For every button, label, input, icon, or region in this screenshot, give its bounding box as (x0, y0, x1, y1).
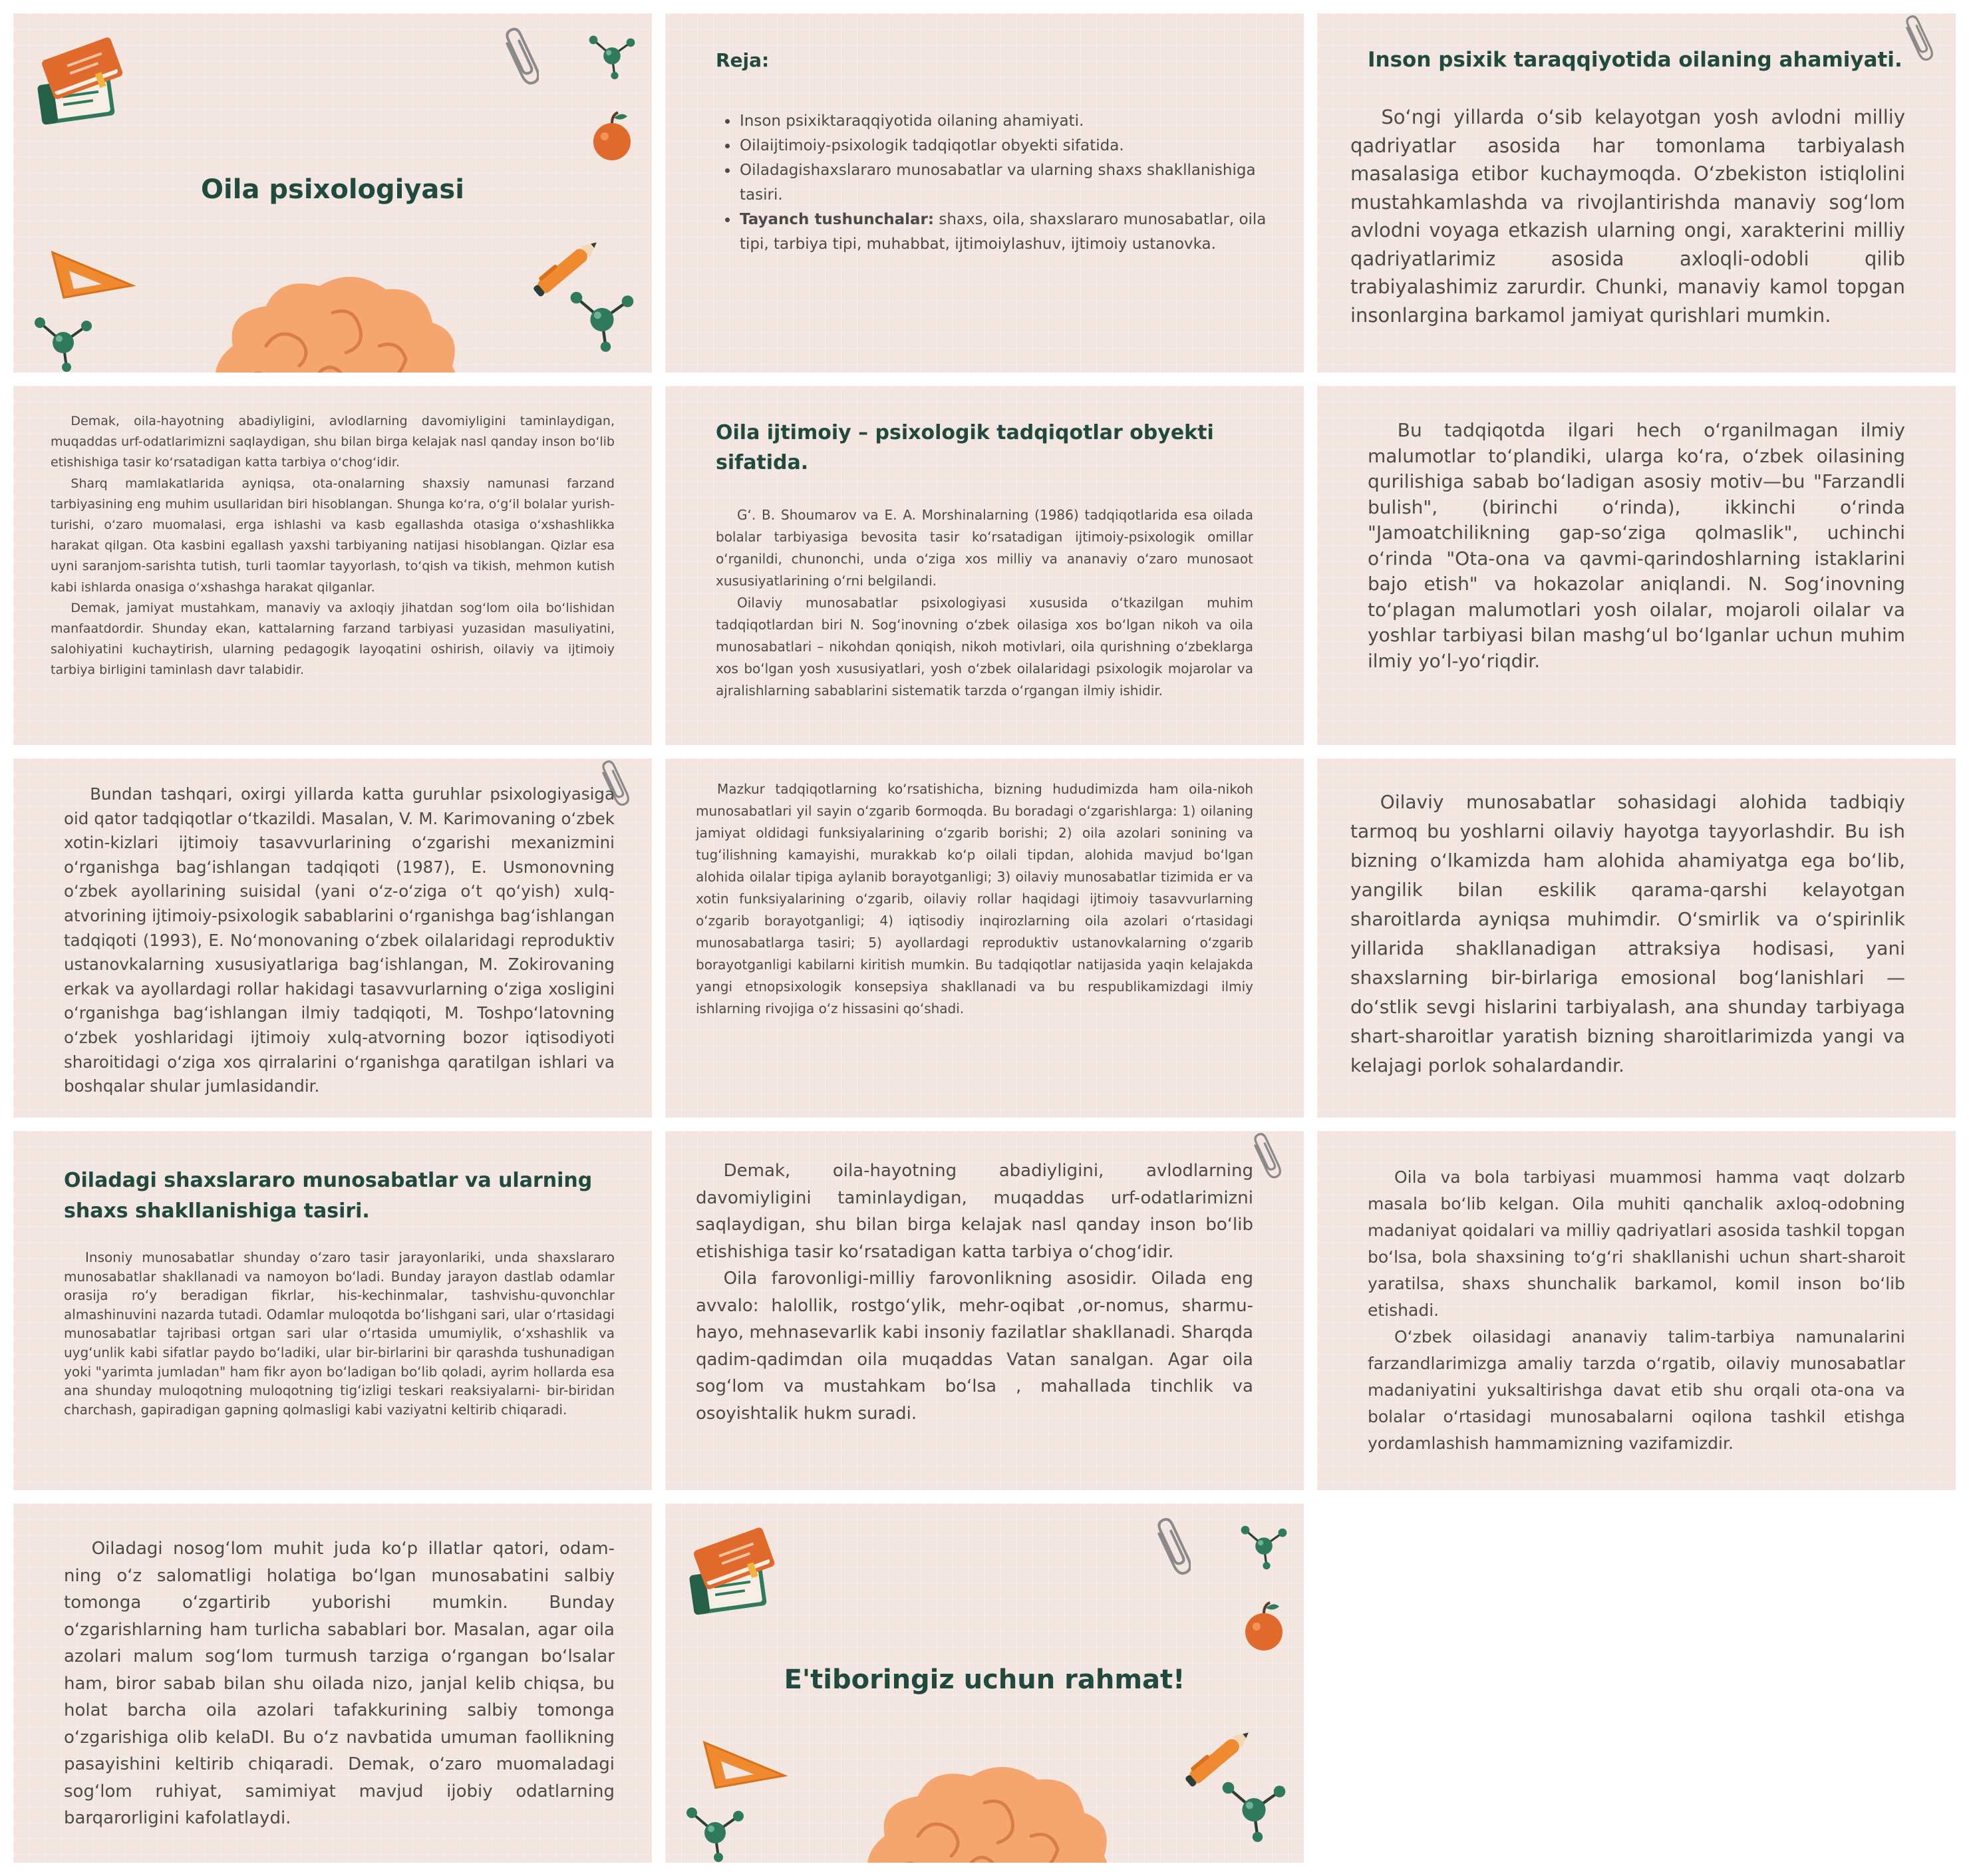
key-terms-label: Tayanch tushunchalar: (740, 211, 935, 228)
paragraph: Oilaviy munosabatlar sohasidagi alohida tadbiqiy tarmoq bu yoshlarni oilaviy hayotga tayyorlashdir. Bu ish bizning o‘lkamizda ham alohida ahamiyatga ega bo‘lib, yangilik bilan eskilik qarama-qarshi kelayotgan sharoitlarda ayniqsa muhimdir. O‘smirlik va o‘spirinlik yillarida shakllanadigan attraksiya hodisasi, yani shaxslarning bir-birlariga emosional bog‘lanishlari — do‘stlik sevgi hislarini tarbiyalash, ana shunday tarbiyaga shart-sharoitlar yaratish bizning sharoitlarimizda yangi va kelajagi porlok sohalardandir. (1350, 791, 1905, 1076)
paragraph: So‘ngi yillarda o‘sib kelayotgan yosh avlodni milliy qadriyatlar asosida har tomonlama tarbiyalash masalasiga etibor kuchaymoqda. O‘zbekiston istiqlolini mustahkamlashda va rivojlantirishda manaviy sog‘lom avlodni voyaga etkazish ularning ongi, xarakterini milliy qadriyatlarimiz asosida axloqli-odobli qilib trabiyalashimiz zarurdir. Chunki, manaviy kamol topgan insonlargina barkamol jamiyat qurishlari mumkin. (1350, 106, 1905, 327)
paragraph: Demak, oila-hayotning abadiyligini, avlodlarning davomiyligini taminlaydigan, muqaddas urf-odatlarimizni saqlaydigan, shu bilan birga kelajak nasl qanday inson bo‘lib etishishiga tasir ko‘rsatadigan katta tarbiya o‘chog‘idir. (696, 1161, 1253, 1262)
molecule-icon (1217, 1770, 1290, 1843)
plan-heading: Reja: (716, 49, 770, 71)
slide-title (13, 13, 652, 373)
body-text (716, 504, 1253, 702)
body-text (51, 411, 615, 681)
paperclip-icon (506, 25, 539, 92)
body-text (1350, 788, 1905, 1080)
list-item: • Oiladagishaxslararo munosabatlar va ularning shaxs shakllanishiga tasiri. (738, 158, 1271, 208)
thanks-title: E'tiboringiz uchun rahmat! (784, 1664, 1185, 1695)
paragraph: Oiladagi nosog‘lom muhit juda ko‘p illatlar qatori, odam-ning o‘z salomatligi holatiga bo‘lgan munosabatini salbiy tomonga o‘zgartirib yuborishi mumkin. Bunday o‘zgarishlarning ham turlicha sabablari bor. Masalan, agar oila azolari malum sog‘lom turmush tarziga o‘rgangan bo‘lsalar ham, biror sabab bilan shu oilada nizo, janjal kelib chiqsa, bu holat barcha oila azolari tafakkurining salbiy tomonga o‘zgarishiga olib kelaDI. Bu o‘z navbatida umuman faollikning pasayishini keltirib chiqaradi. Demak, o‘zaro muomaladagi sog‘lom ruhiyat, samimiyat mavjud ijobiy odatlarning barqarorligini kafolatlaydi. (64, 1539, 615, 1828)
body-text (1368, 418, 1905, 674)
slide-heading: Oila ijtimoiy – psixologik tadqiqotlar obyekti sifatida. (716, 421, 1214, 474)
ruler-triangle-icon (702, 1716, 788, 1790)
slide-family-importance (1317, 13, 1956, 373)
slide-text-11 (665, 1131, 1304, 1490)
paragraph: Oila farovonligi-milliy farovonlikning asosidir. Oilada eng avvalo: halollik, rostgo‘ylik, mehr-oqibat ,or-nomus, sharmu-hayo, mehnasevarlik kabi insoniy fazilatlar shakllanadi. Sharqda qadim-qadimdan oila muqaddas Vatan sanalgan. Agar oila sog‘lom va mustahkam bo‘lsa , mahallada tinchlik va osoyishtalik hukm suradi. (696, 1269, 1253, 1424)
molecule-icon (679, 1796, 752, 1863)
slide-text-7 (13, 758, 652, 1118)
body-text (64, 782, 615, 1099)
list-item: • Inson psixiktaraqqiyotida oilaning ahamiyati. (738, 109, 1271, 134)
slide-plan (665, 13, 1304, 373)
body-text (1350, 103, 1905, 329)
slide-text-6 (1317, 386, 1956, 745)
brain-icon (851, 1756, 1118, 1863)
body-text (64, 1248, 615, 1419)
slide-text-9 (1317, 758, 1956, 1118)
molecule-icon (565, 279, 639, 353)
body-text (64, 1535, 615, 1832)
brain-icon (200, 266, 466, 373)
slide-thanks (665, 1503, 1304, 1863)
apple-icon (589, 110, 635, 163)
paragraph: Insoniy munosabatlar shunday o‘zaro tasir jarayonlariki, unda shaxslararo munosabatlar shakllanadi va namoyon bo‘ladi. Bunday jarayon dastlab odamlar orasija ro‘y beradigan fikrlar, his-kechinmalar, tashvishu-quvonchlar almashinuvini nazarda tutadi. Odamlar muloqotda bo‘lishgani sari, ular o‘rtasidagi munosabatlar tajribasi ortgan sari ular o‘rtasida umumiylik, o‘xshashlik va uyg‘unlik kabi sifatlar paydo bo‘ladiki, ular bir-birlarini bir qarashda tushunadigan yoki "yarimta jumladan" ham fikr ayon bo‘ladigan bo‘lib qoladi, ayrim hollarda esa ana shunday muloqotning muloqotning tig‘izligi teskari reaksiyalarni- bir-biridan charchash, gapiradigan gapning qolmasligi kabi vaziyatni keltirib chiqaradi. (64, 1249, 615, 1418)
paragraph: Mazkur tadqiqotlarning ko‘rsatishicha, bizning hududimizda ham oila-nikoh munosabatlari yil sayin o‘zgarib 6ormoqda. Bu boradagi o‘zgarishlarga: 1) oilaning jamiyat oldidagi funksiyalarining o‘zgarib borishi; 2) oila azolari sonining va tug‘ilishning kamayishi, murakkab ko‘p oilali tipdan, alohida mavjud bo‘lgan alohida oilalar tipiga aylanib borayotganligi; 3) oilaviy munosabatlar tizimida er va xotin funksiyalarining o‘zgarib, oilaviy rollar haqidagi ijtimoiy tasavvurlarning o‘zgarib borayotganligi; 4) iqtisodiy inqirozlarning oila azolari o‘rtasidagi munosabatlarga tasiri; 5) ayollardagi reproduktiv ustanovkalarning o‘zgarib borayotganligi kabilarni kiritish mumkin. Bu tadqiqotlar natijasida yaqin kelajakda yangi etnopsixologik konsepsiya shakllanadi va bu respublikamizdagi ilmiy ishlarning rivojiga o‘z hissasini qo‘shadi. (696, 781, 1253, 1016)
slide-heading: Oiladagi shaxslararo munosabatlar va ularning shaxs shakllanishiga tasiri. (64, 1169, 593, 1223)
slide-text-12 (1317, 1131, 1956, 1490)
paragraph: Demak, jamiyat mustahkam, manaviy va axloqiy jihatdan sog‘lom oila bo‘lishidan manfaatdordir. Shunday ekan, kattalarning farzand tarbiyasi yuzasidan masuliyatini, salohiyatini kuchaytirish, ularning pedagogik layoqatini oshirish, oilaviy va ijtimoiy tarbiya birligini taminlash davr talabidir. (51, 600, 615, 678)
key-terms-text: shaxs, oila, shaxslararo munosabatlar, oila tipi, tarbiya tipi, muhabbat, ijtimoiylashuv, ijtimoiy ustanovka. (740, 211, 1267, 253)
body-text (696, 778, 1253, 1020)
ruler-triangle-icon (50, 226, 136, 299)
paperclip-icon (1157, 1515, 1191, 1582)
slide-text-8 (665, 758, 1304, 1118)
paragraph: Oila va bola tarbiyasi muammosi hamma vaqt dolzarb masala bo‘lib kelgan. Oila muhiti qanchalik axloq-odobning madaniyat qoidalari va milliy qadriyatlari asosida tashkil topgan bo‘lsa, bola shaxsining to‘g‘ri shakllanishi uchun shart-sharoit yaratilsa, shaxs shunchalik barkamol, komil inson bo‘lib etishadi. (1368, 1168, 1905, 1320)
paragraph: Sharq mamlakatlarida ayniqsa, ota-onalarning shaxsiy namunasi farzand tarbiyasining eng muhim usullaridan biri hisoblangan. Shunga ko‘ra, o‘g‘il bolalar yurish-turishi, o‘zaro muomalasi, erga ishlashi va kasb egallashda otasiga o‘xshashlikka harakat qilgan. Ota kasbini egallash yaxshi tarbiyaning natijasi hisoblangan. Qizlar esa uyni saranjom-sarishta tutish, turli taomlar tayyorlash, to‘qish va tikish, mehmon kutish kabi ishlarda onasiga o‘xshashga harakat qilganlar. (51, 476, 615, 595)
slide-heading: Inson psixik taraqqiyotida oilaning ahamiyati. (1368, 48, 1902, 72)
presentation-title: Oila psixologiyasi (201, 174, 464, 205)
plan-list (716, 109, 1271, 257)
body-text (696, 1158, 1253, 1427)
body-text (1368, 1164, 1905, 1457)
list-item (738, 208, 1271, 257)
paperclip-icon (1902, 13, 1936, 67)
molecule-icon (1237, 1517, 1290, 1570)
paragraph: Bu tadqiqotda ilgari hech o‘rganilmagan ilmiy malumotlar to‘plandiki, ularga ko‘ra, o‘zbek oilasining qurilishiga sabab bo‘ladigan asosiy motiv—bu "Farzandli bulish", (birinchi o‘rinda), ikkinchi o‘rinda "Jamoatchilikning gap-so‘ziga qolmaslik", uchinchi o‘rinda "Ota-ona va qavmi-qarindoshlarning istaklarini bajo etish" va hokazolar aniqlandi. N. Sog‘inovning to‘plagan malumotlari yosh oilalar, mojaroli oilalar va yoshlar tarbiyasi bilan mashg‘ul bo‘lganlar uchun muhim ilmiy yo‘l-yo‘riqdir. (1368, 419, 1905, 672)
paragraph: Bundan tashqari, oxirgi yillarda katta guruhlar psixologiyasiga oid qator tadqiqotlar o‘tkazildi. Masalan, V. M. Karimovaning o‘zbek xotin-kizlari ijtimoiy tasavvurlarining o‘zgarishi mexanizmini o‘rganishga bag‘ishlangan tadqiqoti (1987), E. Usmonovning o‘zbek ayollarining suisidal (yani o‘z-o‘ziga o‘t qo‘yish) xulq-atvorining ijtimoiy-psixologik sabablarini o‘rganishga bag‘ishlangan tadqiqoti (1993), E. No‘monovaning o‘zbek oilalaridagi reproduktiv ustanovkalarning xususiyatlariga bag‘ishlangan, M. Zokirovaning erkak va ayollardagi rollar hakidagi tasavvurlarning o‘ziga xosligini o‘rganishga bag‘ishlangan ilmiy tadqiqoti, M. Toshpo‘latovning o‘zbek yoshlaridagi ijtimoiy xulq-atvorning bozor iqtisodiyoti sharoitidagi o‘ziga xos qirralarini o‘rganishga qaratilgan ishlari va boshqalar shular jumlasidandir. (64, 784, 615, 1096)
slide-research-object (665, 386, 1304, 745)
list-item: • Oilaijtimoiy-psixologik tadqiqotlar obyekti sifatida. (738, 134, 1271, 158)
molecule-icon (27, 306, 100, 373)
paragraph: Demak, oila-hayotning abadiyligini, avlodlarning davomiyligini taminlaydigan, muqaddas urf-odatlarimizni saqlaydigan, shu bilan birga kelajak nasl qanday inson bo‘lib etishishiga tasir ko‘rsatadigan katta tarbiya o‘chog‘idir. (51, 414, 615, 470)
paperclip-icon (1251, 1131, 1284, 1184)
slide-interpersonal (13, 1131, 652, 1490)
paragraph: G‘. B. Shoumarov va E. A. Morshinalarning (1986) tadqiqotlarida esa oilada bolalar tarbiyasiga bevosita tasir ko‘rsatadigan ijtimoiy-psixologik omillar o‘rganildi, chunonchi, unda o‘ziga xos milliy va ananaviy o‘zaro munosaot xususiyatlarining o‘rni belgilandi. (716, 507, 1253, 589)
molecule-icon (585, 27, 639, 80)
slide-text-13 (13, 1503, 652, 1863)
apple-icon (1241, 1600, 1287, 1653)
books-icon (32, 33, 125, 133)
books-icon (684, 1523, 777, 1623)
paragraph: Oilaviy munosabatlar psixologiyasi xususida o‘tkazilgan muhim tadqiqotlardan biri N. Sog‘inovning o‘zbek oilasiga xos bo‘lgan nikoh va oila munosabatlari – nikohdan qoniqish, nikoh motivlari, oila qurishning o‘zbeklarga xos bo‘lgan yosh xususiyatlari, yosh o‘zbek oilalaridagi psixologik mojarolar va ajralishlarning sabablarini sistematik tarzda o‘rgangan ilmiy ishidir. (716, 595, 1253, 699)
slide-text-4 (13, 386, 652, 745)
paragraph: O‘zbek oilasidagi ananaviy talim-tarbiya namunalarini farzandlarimizga amaliy tarzda o‘rgatib, oilaviy munosabatlar madaniyatini yuksaltirishga davat etib shu orqali ota-ona va bolalar o‘rtasidagi munosabalarni oqilona tashkil etishga yordamlashish hammamizning vazifamizdir. (1368, 1327, 1905, 1453)
